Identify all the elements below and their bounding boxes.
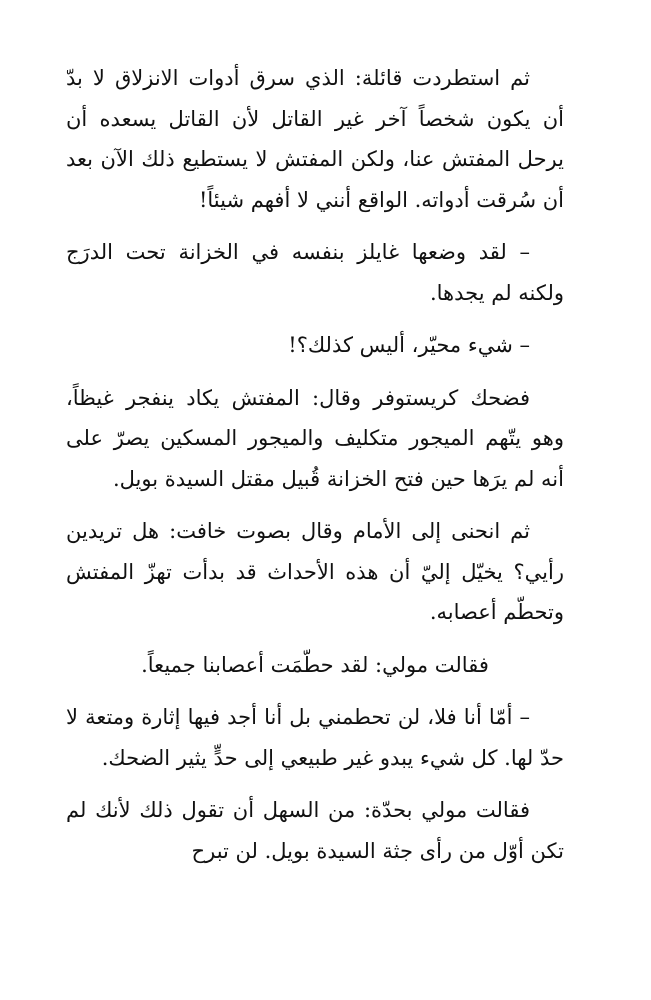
paragraph-5: ثم انحنى إلى الأمام وقال بصوت خافت: هل تريدين رأيي؟ يخيّل إليّ أن هذه الأحداث قد بدأت تهزّ المفتش وتحطّم أعصابه. (66, 519, 564, 624)
paragraph-8: فقالت مولي بحدّة: من السهل أن تقول ذلك لأنك لم تكن أوّل من رأى جثة السيدة بويل. لن تبرح (66, 798, 564, 863)
paragraph-2: – لقد وضعها غايلز بنفسه في الخزانة تحت الدرَج ولكنه لم يجدها. (66, 240, 564, 305)
book-page-text (66, 58, 564, 871)
paragraph-1: ثم استطردت قائلة: الذي سرق أدوات الانزلاق لا بدّ أن يكون شخصاً آخر غير القاتل لأن القاتل يسعده أن يرحل المفتش عنا، ولكن المفتش لا يستطيع ذلك الآن بعد أن سُرقت أدواته. الواقع أنني لا أفهم شيئاً! (66, 66, 564, 212)
paragraph-3: – شيء محيّر، أليس كذلك؟! (288, 333, 530, 357)
paragraph-4: فضحك كريستوفر وقال: المفتش يكاد ينفجر غيظاً، وهو يتّهم الميجور متكليف والميجور المسكين يصرّ على أنه لم يرَها حين فتح الخزانة قُبيل مقتل السيدة بويل. (66, 385, 564, 491)
paragraph-6: فقالت مولي: لقد حطّمَت أعصابنا جميعاً. (141, 652, 489, 677)
paragraph-7: – أمّا أنا فلا، لن تحطمني بل أنا أجد فيها إثارة ومتعة لا حدّ لها. كل شيء يبدو غير طبيعي إلى حدٍّ يثير الضحك. (66, 705, 564, 770)
